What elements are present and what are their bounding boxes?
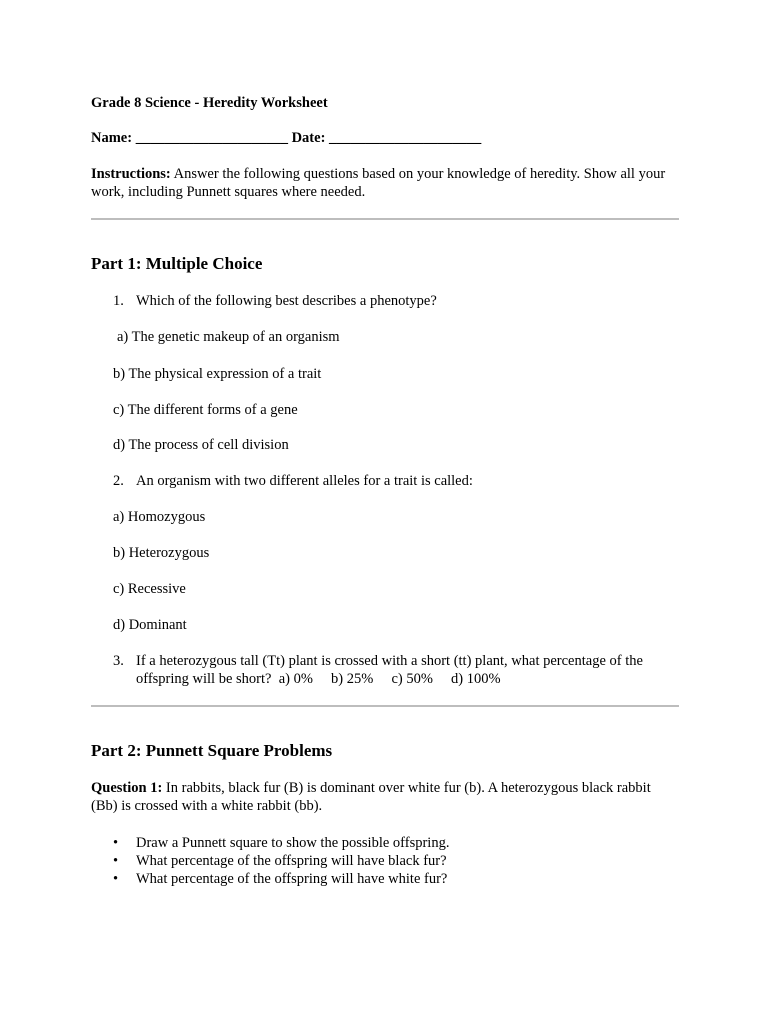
question-text: Which of the following best describes a phenotype? [136,293,437,309]
instructions-label: Instructions: [91,166,171,182]
question-number: 2. [113,473,124,489]
name-date-line [91,129,481,147]
question-text: In rabbits, black fur (B) is dominant over white fur (b). A heterozygous black rabbit (Bb) is crossed with a white rabbit (bb). [91,780,651,814]
option-1c: c) The different forms of a gene [113,402,298,418]
name-label: Name: [91,130,133,146]
question-number: 3. [113,653,124,669]
name-blank: _____________________ [135,130,288,146]
part1-heading: Part 1: Multiple Choice [91,254,263,273]
option-1d: d) The process of cell division [113,437,289,453]
part2-heading: Part 2: Punnett Square Problems [91,741,333,760]
instructions [91,165,679,201]
question-number: 1. [113,293,124,309]
option-1a: a) The genetic makeup of an organism [117,329,340,345]
bullet-icon: • [113,853,119,869]
date-label: Date: [291,130,326,146]
bullet-icon: • [113,835,119,851]
list-item-text: What percentage of the offspring will have black fur? [136,853,447,869]
punnett-question-1 [91,779,679,815]
list-item-text: What percentage of the offspring will have white fur? [136,871,448,887]
option-2b: b) Heterozygous [113,545,210,561]
option-2c: c) Recessive [113,581,186,597]
date-blank: _____________________ [329,130,482,146]
instructions-text: Answer the following questions based on your knowledge of heredity. Show all your work, including Punnett squares where needed. [91,166,666,200]
question-text: If a heterozygous tall (Tt) plant is crossed with a short (tt) plant, what percentage of the offspring will be short? a) 0% b) 25% c) 50% d) 100% [136,653,647,687]
list-item-text: Draw a Punnett square to show the possible offspring. [136,835,450,851]
question-text: An organism with two different alleles for a trait is called: [136,473,473,489]
bullet-icon: • [113,871,119,887]
question-label: Question 1: [91,780,163,796]
divider [91,705,679,707]
option-2d: d) Dominant [113,617,187,633]
divider [91,218,679,220]
worksheet-title: Grade 8 Science - Heredity Worksheet [91,95,328,111]
option-1b: b) The physical expression of a trait [113,366,322,382]
option-2a: a) Homozygous [113,509,206,525]
